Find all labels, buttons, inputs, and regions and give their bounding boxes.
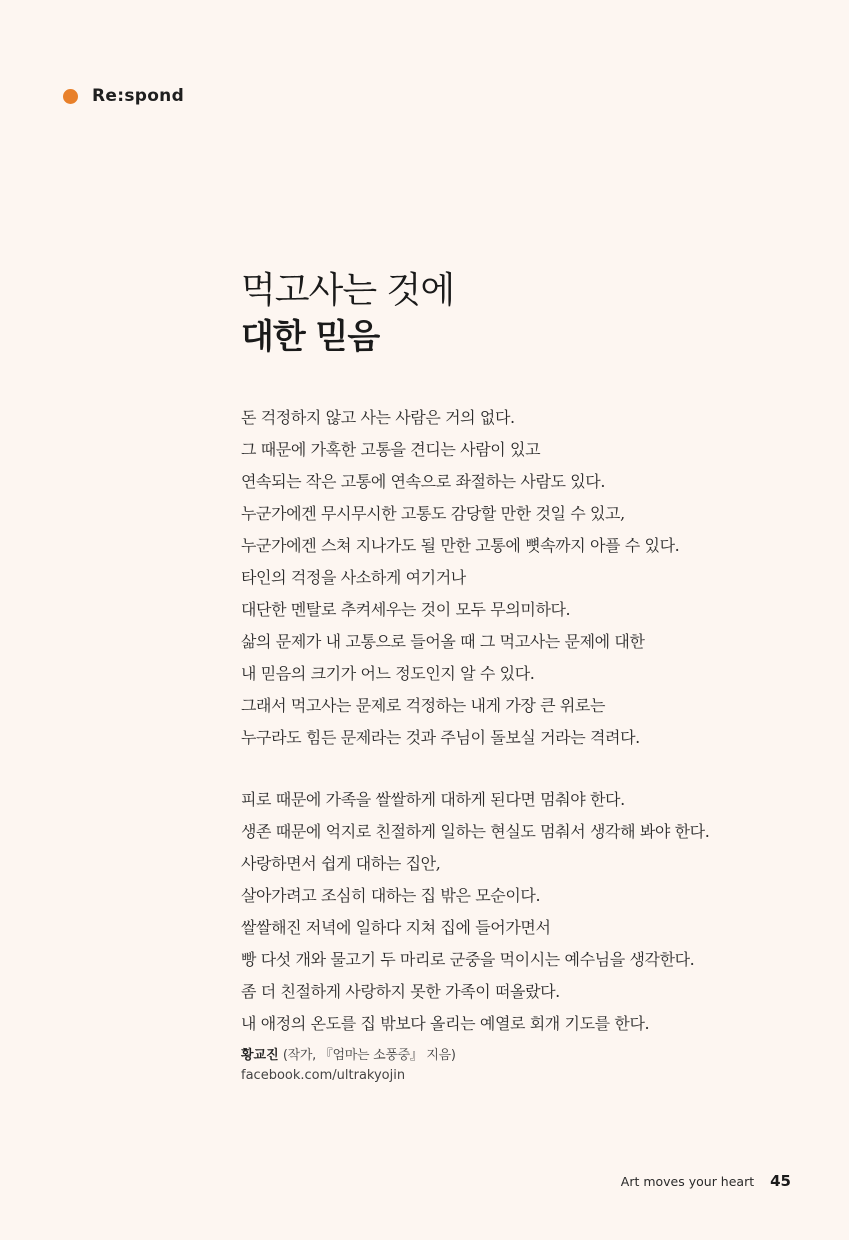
body-line: 내 애정의 온도를 집 밖보다 올리는 예열로 회개 기도를 한다. [241, 1014, 650, 1033]
body-line: 생존 때문에 억지로 친절하게 일하는 현실도 멈춰서 생각해 봐야 한다. [241, 822, 710, 841]
section-dot-icon [63, 89, 78, 104]
title-line-1: 먹고사는 것에 [241, 270, 455, 311]
body-line: 좀 더 친절하게 사랑하지 못한 가족이 떠올랐다. [241, 982, 560, 1001]
body-line: 내 믿음의 크기가 어느 정도인지 알 수 있다. [241, 664, 535, 683]
page-footer [621, 1172, 791, 1190]
section-label: Re:spond [92, 86, 185, 106]
body-line: 삶의 문제가 내 고통으로 들어올 때 그 먹고사는 문제에 대한 [241, 632, 645, 651]
author-name: 황교진 [241, 1048, 279, 1063]
body-line: 연속되는 작은 고통에 연속으로 좌절하는 사람도 있다. [241, 472, 606, 491]
article-title [241, 268, 454, 360]
author-credit [241, 1046, 456, 1086]
body-line: 살아가려고 조심히 대하는 집 밖은 모순이다. [241, 886, 541, 905]
body-line: 그래서 먹고사는 문제로 걱정하는 내게 가장 큰 위로는 [241, 696, 606, 715]
article-body [241, 402, 801, 1070]
author-link[interactable]: facebook.com/ultrakyojin [241, 1068, 406, 1083]
body-line: 누군가에겐 스쳐 지나가도 될 만한 고통에 뼛속까지 아플 수 있다. [241, 536, 680, 555]
page-number: 45 [770, 1172, 791, 1190]
stanza-2 [241, 784, 801, 1040]
stanza-1 [241, 402, 801, 754]
body-line: 대단한 멘탈로 추켜세우는 것이 모두 무의미하다. [241, 600, 571, 619]
body-line: 타인의 걱정을 사소하게 여기거나 [241, 568, 466, 587]
body-line: 빵 다섯 개와 물고기 두 마리로 군중을 먹이시는 예수님을 생각한다. [241, 950, 695, 969]
body-line: 그 때문에 가혹한 고통을 견디는 사람이 있고 [241, 440, 541, 459]
body-line: 사랑하면서 쉽게 대하는 집안, [241, 854, 441, 873]
body-line: 누구라도 힘든 문제라는 것과 주님이 돌보실 거라는 격려다. [241, 728, 640, 747]
section-tag [63, 86, 184, 106]
body-line: 누군가에겐 무시무시한 고통도 감당할 만한 것일 수 있고, [241, 504, 625, 523]
author-meta: (작가, 『엄마는 소풍중』 지음) [282, 1048, 456, 1063]
body-line: 쌀쌀해진 저녁에 일하다 지쳐 집에 들어가면서 [241, 918, 551, 937]
body-line: 돈 걱정하지 않고 사는 사람은 거의 없다. [241, 408, 515, 427]
footer-tagline: Art moves your heart [620, 1174, 755, 1189]
title-line-2: 대한 믿음 [241, 317, 380, 357]
body-line: 피로 때문에 가족을 쌀쌀하게 대하게 된다면 멈춰야 한다. [241, 790, 625, 809]
